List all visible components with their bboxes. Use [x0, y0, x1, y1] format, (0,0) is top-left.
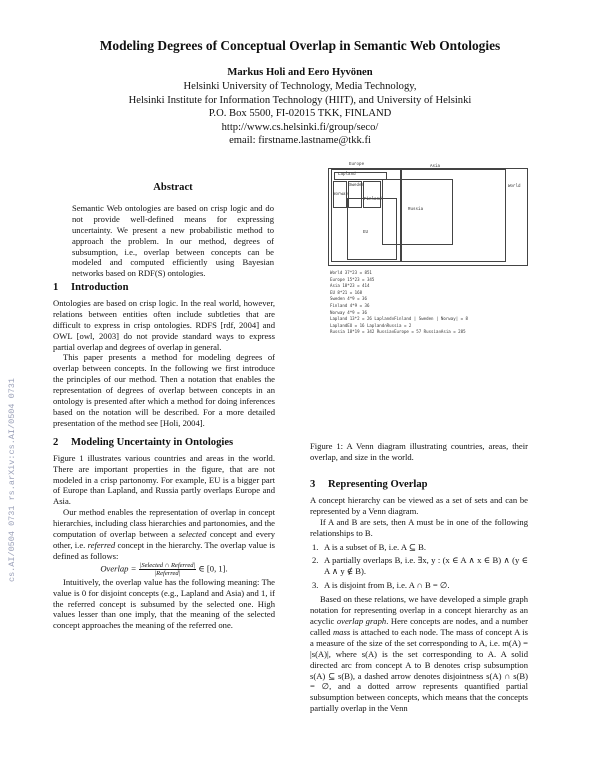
list-item: 3. A is disjoint from B, i.e. A ∩ B = ∅. [312, 580, 450, 591]
section-3-paragraph: Based on these relations, we have developed a simple graph notation for representing overlap in a concept hierarchy as an acyclic overlap graph. Here concepts are nodes, and a number called mass is attached to each node. The mass of concept A is a measure of the size of the set corresponding to A, i.e. m(A) = |s(A)|, where s(A) is the set corresponding to A. A solid directed arc from concept A to B denotes crisp subsumption s(A) ⊆ s(B), a dashed arrow denotes disjointness s(A) ∩ s(B) = ∅, and a dotted arrow represents quantified partial subsumption between concepts, which means that the concepts partially overlap in the Venn [310, 594, 529, 714]
stat-line: Finland 4*9 = 36 [330, 302, 370, 308]
section-2-paragraph: Our method enables the representation of overlap in concept hierarchies, including class hierarchies and partonomies, and the computation of overlap between a selected concept and every other, i.e. referred concept in the hierarchy. The overlap value is defined as follows: [53, 507, 275, 561]
stat-line: Asia 18*23 = 414 [330, 283, 370, 289]
abstract-heading: Abstract [153, 182, 193, 193]
section-1-heading: 1 Introduction [53, 282, 129, 293]
paper-title: Modeling Degrees of Conceptual Overlap in Semantic Web Ontologies [99, 38, 501, 53]
overlap-formula: Overlap = $\frac{\text{|Selected ∩ Referred|}}{\text{|Referred|}}$ ∈ [0, 1]. [100, 561, 228, 577]
section-1-paragraph: Ontologies are based on crisp logic. In the real world, however, relations between entities often include subtleties that are difficult to express in crisp ontologies. RDFS [rdf, 2004] and OWL [owl, 2003] do not provide standard ways to express partial overlap and degrees of overlap in general. [53, 297, 275, 352]
venn-label-europe: Europe [349, 163, 365, 167]
venn-size-stats [330, 270, 468, 336]
abstract [72, 183, 274, 279]
arxiv-sidebar-stamp: cs.AI/0504 0731 rs.arXiv:cs.AI/0504 0731 [7, 377, 17, 583]
venn-label-asia: Asia [430, 165, 441, 169]
section-3-paragraph: A concept hierarchy can be viewed as a set of sets and can be represented by a Venn diagram. [310, 494, 528, 516]
abstract-text: Semantic Web ontologies are based on crisp logic and do not provide well-defined means for expressing uncertainty. We present a new probabilistic method to approach the problem. In our method, degrees of subsumption, i.e., overlap between concepts can be modeled and computed efficiently using Bayesian networks based on RDF(S) ontologies. [72, 202, 274, 279]
section-2-paragraph: Figure 1 illustrates various countries and areas in the world. There are important properties in the figure, that are not modeled in a crisp partonomy. For example, EU is a bigger part of Europe than Lapland, and Russia partly overlaps Europe and Asia. [53, 452, 275, 507]
relationship-list [310, 542, 528, 592]
stat-line: Sweden 4*9 = 36 [330, 296, 367, 302]
venn-russia [382, 179, 453, 245]
right-column [310, 480, 528, 714]
list-item: 1. A is a subset of B, i.e. A ⊆ B. [312, 541, 426, 552]
stat-line: Norway 4*9 = 36 [330, 309, 367, 315]
venn-label-russia: Russia [408, 208, 424, 212]
stat-line: World 37*23 = 851 [330, 270, 372, 275]
section-3-heading: 3 Representing Overlap [310, 479, 428, 490]
venn-diagram [328, 162, 528, 267]
stat-line: Lapland 13*2 = 26 Lapland∩Finland | Sweden | Norway| = 8 [330, 316, 469, 322]
section-3-paragraph: If A and B are sets, then A must be in one of the following relationships to B. [310, 516, 528, 538]
affiliation-line: Helsinki Institute for Information Technology (HIIT), and University of Helsinki [128, 94, 472, 106]
venn-label-finland: Finland [364, 198, 382, 202]
affiliation-email: email: firstname.lastname@tkk.fi [229, 135, 371, 147]
affiliation-line: Helsinki University of Technology, Media Technology, [183, 81, 417, 92]
stat-line: Russia 18*19 = 342 Russia∩Europe = 57 Russia∩Asia = 285 [330, 329, 466, 335]
venn-label-sweden: Sweden [349, 184, 365, 188]
stat-line: LaplandEU = 16 Lapland∩Russia = 2 [330, 322, 412, 328]
venn-label-norway: Norway [333, 193, 349, 197]
venn-label-eu: EU [363, 231, 369, 235]
section-2-heading: 2 Modeling Uncertainty in Ontologies [53, 436, 234, 448]
list-item: 2. A partially overlaps B, i.e. ∃x, y : (x ∈ A ∧ x ∈ B) ∧ (y ∈ A ∧ y ∉ B). [312, 555, 528, 577]
section-2-paragraph: Intuitively, the overlap value has the following meaning: The value is 0 for disjoint concepts (e.g., Lapland and Asia) and 1, if the referred concept is subsumed by the selected one. High values lesser than one imply, that the meaning of the selected concept approaches the meaning of the referred one. [53, 576, 275, 631]
section-1-paragraph: This paper presents a method for modeling degrees of overlap between concepts. In the following we first introduce the principles of our method. Then a notation that enables the representation of degrees of overlap between concepts in an ontology is presented after which a method for doing inferences based on the notation will be described. For a more detailed presentation of the method see [Holi, 2004]. [53, 352, 275, 428]
venn-label-world: World [508, 185, 521, 189]
figure-caption: Figure 1: A Venn diagram illustrating countries, areas, their overlap, and size in the world. [310, 441, 528, 462]
left-column [53, 283, 275, 631]
venn-label-lapland: Lapland [338, 173, 356, 177]
authors: Markus Holi and Eero Hyvönen [227, 67, 373, 78]
affiliation [0, 80, 600, 148]
affiliation-line: P.O. Box 5500, FI-02015 TKK, FINLAND [208, 108, 392, 120]
stat-line: Europe 15*23 = 345 [330, 276, 375, 282]
stat-line: EU 8*21 = 168 [330, 289, 363, 295]
affiliation-url: http://www.cs.helsinki.fi/group/seco/ [221, 121, 379, 133]
